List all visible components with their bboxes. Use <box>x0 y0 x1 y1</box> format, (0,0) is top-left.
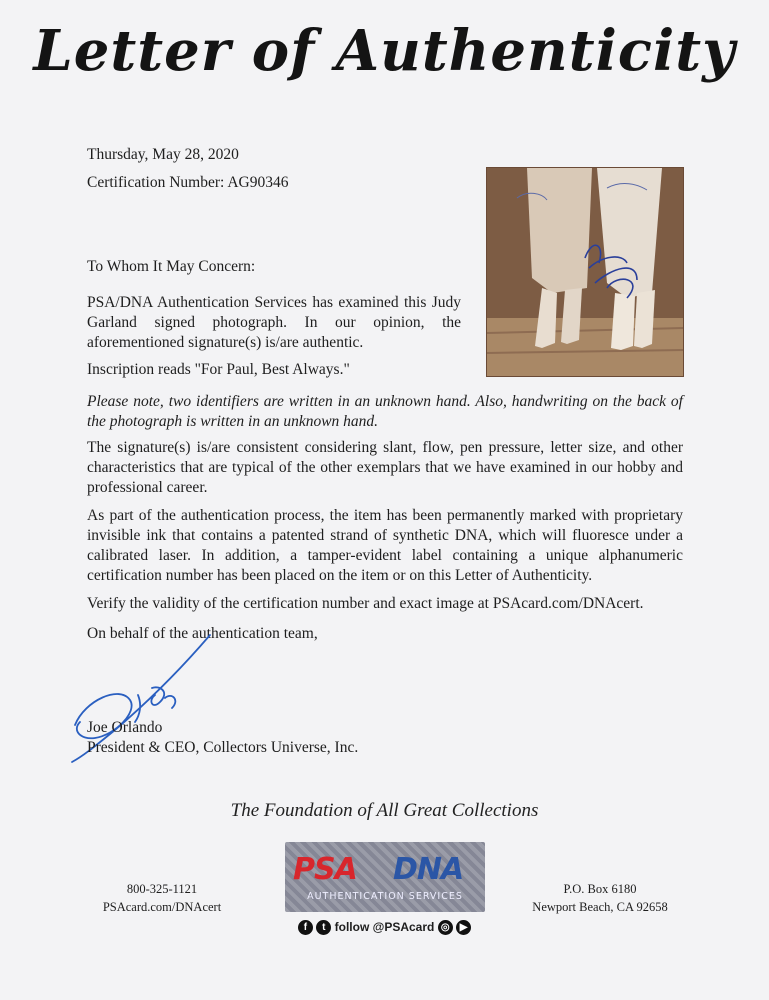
inscription-line: Inscription reads "For Paul, Best Always." <box>87 361 350 378</box>
cert-number: AG90346 <box>227 174 289 191</box>
instagram-icon[interactable]: ◎ <box>438 920 453 935</box>
facebook-icon[interactable]: f <box>298 920 313 935</box>
note-paragraph: Please note, two identifiers are written in an unknown hand. Also, handwriting on the back of the photograph is written in an unknown hand. <box>87 393 683 430</box>
footer-contact-left <box>72 880 252 916</box>
paragraph-examination: PSA/DNA Authentication Services has examined this Judy Garland signed photograph. In our opinion, the aforementioned signature(s) is/are authentic. <box>87 294 461 351</box>
salutation: To Whom It May Concern: <box>87 258 256 275</box>
logo-dna-text: DNA <box>393 852 464 887</box>
letter-title: Letter of Authenticity <box>33 18 736 84</box>
tagline: The Foundation of All Great Collections <box>230 800 539 821</box>
footer-contact-right <box>500 880 700 916</box>
cert-line <box>87 173 288 193</box>
logo-psa-text: PSA <box>293 852 357 887</box>
closing-line: On behalf of the authentication team, <box>87 625 318 642</box>
logo-subtitle: AUTHENTICATION SERVICES <box>307 891 463 902</box>
photograph-image <box>487 168 683 376</box>
social-handle: follow @PSAcard <box>334 920 435 934</box>
footer-url: PSAcard.com/DNAcert <box>102 900 222 914</box>
signer-name: Joe Orlando <box>87 719 163 736</box>
signed-photograph <box>487 168 683 376</box>
signer-title: President & CEO, Collectors Universe, Inc. <box>87 739 359 756</box>
paragraph-process: As part of the authentication process, the item has been permanently marked with proprietary invisible ink that contains a patented strand of synthetic DNA, which will fluoresce under a calibrated laser. In addition, a tamper-evident label containing a unique alphanumeric certification number has been placed on the item or on this Letter of Authenticity. <box>87 507 683 584</box>
cert-label: Certification Number: <box>87 174 225 191</box>
social-bar <box>0 920 769 935</box>
psa-dna-logo <box>285 842 485 912</box>
verify-line: Verify the validity of the certification number and exact image at PSAcard.com/DNAcert. <box>87 595 644 612</box>
twitter-icon[interactable]: t <box>316 920 331 935</box>
footer-phone: 800-325-1121 <box>126 882 198 896</box>
footer-po-box: P.O. Box 6180 <box>563 882 637 896</box>
letter-date: Thursday, May 28, 2020 <box>87 146 239 163</box>
footer-city: Newport Beach, CA 92658 <box>532 900 668 914</box>
paragraph-consistency: The signature(s) is/are consistent considering slant, flow, pen pressure, letter size, and other characteristics that are typical of the other exemplars that we have examined in our hobby and professional career. <box>87 439 683 496</box>
youtube-icon[interactable]: ▶ <box>456 920 471 935</box>
